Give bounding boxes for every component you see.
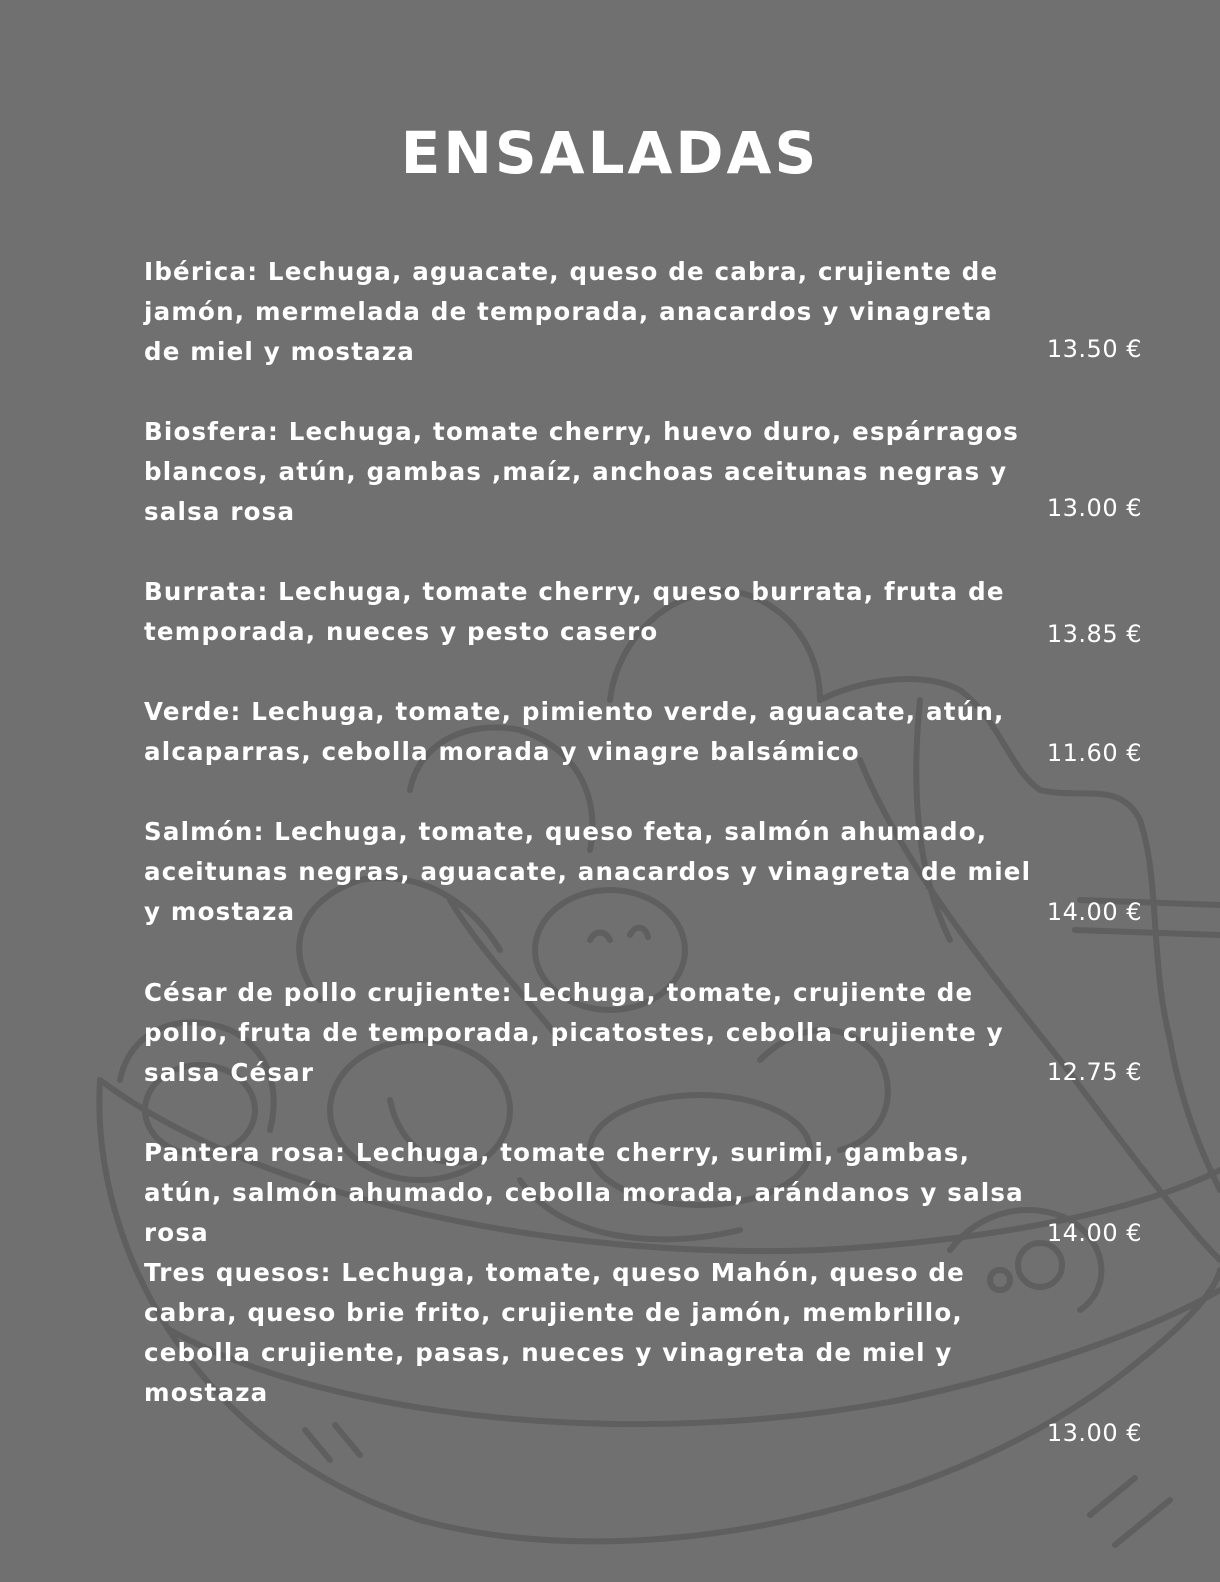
item-price: 14.00 €: [1046, 898, 1142, 926]
item-price: 14.00 €: [1046, 1219, 1142, 1247]
item-description: Salmón: Lechuga, tomate, queso feta, salmón ahumado, aceitunas negras, aguacate, anacardos y vinagreta de miel y mostaza: [144, 817, 1032, 926]
item-price: 13.50 €: [1046, 335, 1142, 363]
item-description: Biosfera: Lechuga, tomate cherry, huevo duro, espárragos blancos, atún, gambas ,maíz, anchoas aceitunas negras y salsa rosa: [144, 417, 1020, 526]
item-description: César de pollo crujiente: Lechuga, tomate, crujiente de pollo, fruta de temporada, picatostes, cebolla crujiente y salsa César: [144, 978, 1004, 1087]
item-price: 12.75 €: [1046, 1058, 1142, 1086]
item-price: 13.85 €: [1046, 620, 1142, 648]
item-price: 11.60 €: [1046, 739, 1142, 767]
item-description: Burrata: Lechuga, tomate cherry, queso burrata, fruta de temporada, nueces y pesto casero: [144, 577, 1005, 646]
item-price: 13.00 €: [1046, 1419, 1142, 1447]
item-description: Ibérica: Lechuga, aguacate, queso de cabra, crujiente de jamón, mermelada de temporada, anacardos y vinagreta de miel y mostaza: [144, 257, 999, 366]
item-description: Tres quesos: Lechuga, tomate, queso Mahón, queso de cabra, queso brie frito, crujiente de jamón, membrillo, cebolla crujiente, pasas, nueces y vinagreta de miel y mostaza: [144, 1258, 965, 1407]
item-description: Verde: Lechuga, tomate, pimiento verde, aguacate, atún, alcaparras, cebolla morada y vinagre balsámico: [144, 697, 1005, 766]
menu-title: ENSALADAS: [400, 119, 820, 187]
item-price: 13.00 €: [1046, 494, 1142, 522]
item-description: Pantera rosa: Lechuga, tomate cherry, surimi, gambas, atún, salmón ahumado, cebolla morada, arándanos y salsa rosa: [144, 1138, 1024, 1247]
